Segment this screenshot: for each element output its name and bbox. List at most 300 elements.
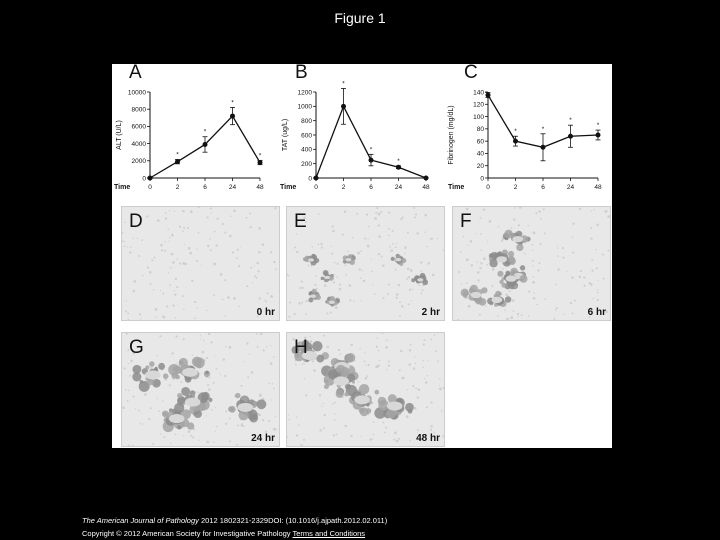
texture-speck <box>171 253 174 256</box>
stained-region <box>181 387 190 396</box>
texture-speck <box>216 368 218 370</box>
texture-speck <box>298 302 300 304</box>
texture-speck <box>416 232 418 234</box>
texture-speck <box>572 312 574 314</box>
texture-speck <box>160 433 162 435</box>
texture-speck <box>141 239 143 241</box>
texture-speck <box>382 264 385 267</box>
texture-speck <box>394 432 397 435</box>
texture-speck <box>593 209 594 210</box>
texture-speck <box>407 389 408 390</box>
texture-speck <box>300 444 302 446</box>
texture-speck <box>214 356 215 357</box>
texture-speck <box>344 425 346 427</box>
texture-speck <box>458 271 460 273</box>
texture-speck <box>497 315 499 317</box>
texture-speck <box>574 300 576 302</box>
panel-letter-a: A <box>129 62 142 83</box>
texture-speck <box>492 268 495 271</box>
y-tick-label: 1200 <box>297 89 312 97</box>
texture-speck <box>268 420 270 422</box>
texture-speck <box>163 436 165 438</box>
texture-speck <box>417 397 419 399</box>
texture-speck <box>607 215 610 218</box>
texture-speck <box>524 253 526 255</box>
texture-speck <box>357 252 360 255</box>
texture-speck <box>424 214 427 217</box>
texture-speck <box>408 276 410 278</box>
y-tick-label: 800 <box>301 117 312 125</box>
texture-speck <box>374 294 376 296</box>
texture-speck <box>332 403 334 405</box>
chart-b <box>278 64 438 199</box>
texture-speck <box>537 269 539 271</box>
y-tick-label: 120 <box>473 101 484 109</box>
significance-star: * <box>203 128 207 136</box>
vessel-lumen <box>395 258 401 262</box>
texture-speck <box>543 208 545 210</box>
x-tick-label: 2 <box>341 184 346 191</box>
texture-speck <box>583 277 585 279</box>
x-tick-label: 48 <box>422 184 430 191</box>
texture-speck <box>303 363 304 364</box>
texture-speck <box>528 315 530 317</box>
texture-speck <box>194 317 196 319</box>
texture-speck <box>350 435 352 437</box>
micrograph-d <box>121 206 280 321</box>
texture-speck <box>250 267 252 269</box>
texture-speck <box>273 261 275 263</box>
stained-region <box>374 390 379 395</box>
stained-region <box>316 294 320 298</box>
texture-speck <box>174 290 175 291</box>
texture-speck <box>295 364 297 366</box>
y-tick-label: 2000 <box>131 158 146 166</box>
texture-speck <box>148 418 150 420</box>
texture-speck <box>296 233 297 234</box>
texture-speck <box>270 362 273 365</box>
texture-speck <box>224 315 226 317</box>
texture-speck <box>176 258 178 260</box>
stained-region <box>257 399 267 409</box>
texture-speck <box>468 305 471 308</box>
texture-speck <box>350 344 353 347</box>
micrograph-letter-h: H <box>294 337 308 358</box>
texture-speck <box>211 212 212 213</box>
significance-star: * <box>231 99 234 107</box>
texture-speck <box>263 349 265 351</box>
texture-speck <box>133 290 136 293</box>
texture-speck <box>183 435 184 436</box>
texture-speck <box>333 281 335 283</box>
texture-speck <box>323 335 325 337</box>
texture-speck <box>188 430 191 433</box>
texture-speck <box>183 309 184 310</box>
texture-speck <box>156 398 157 399</box>
texture-speck <box>195 391 197 393</box>
texture-speck <box>399 302 400 303</box>
texture-speck <box>540 218 542 220</box>
texture-speck <box>176 286 178 288</box>
data-point <box>396 165 401 170</box>
texture-speck <box>422 367 423 368</box>
texture-speck <box>138 255 140 257</box>
texture-speck <box>369 438 372 441</box>
texture-speck <box>392 230 394 232</box>
stained-region <box>336 390 344 398</box>
stained-region <box>312 341 322 351</box>
micrograph-letter-d: D <box>129 211 143 232</box>
x-tick-label: 0 <box>486 184 490 191</box>
texture-speck <box>544 232 546 234</box>
texture-speck <box>532 249 533 250</box>
stained-region <box>177 393 182 398</box>
texture-speck <box>365 377 368 380</box>
texture-speck <box>324 284 327 287</box>
texture-speck <box>164 241 165 242</box>
stained-region <box>504 230 513 239</box>
x-tick-label: 6 <box>541 184 545 191</box>
texture-speck <box>243 425 245 427</box>
texture-speck <box>130 246 131 247</box>
texture-speck <box>357 381 358 382</box>
texture-speck <box>238 265 240 267</box>
panel-letter-c: C <box>464 62 478 83</box>
texture-speck <box>580 270 582 272</box>
texture-speck <box>595 249 597 251</box>
texture-speck <box>213 382 215 384</box>
texture-speck <box>424 231 426 233</box>
texture-speck <box>481 249 483 251</box>
texture-speck <box>603 278 605 280</box>
texture-speck <box>336 276 338 278</box>
texture-speck <box>127 319 129 320</box>
texture-speck <box>220 273 223 276</box>
texture-speck <box>210 207 212 209</box>
stained-region <box>506 262 509 265</box>
texture-speck <box>372 434 374 436</box>
y-tick-label: 8000 <box>131 106 146 114</box>
data-point <box>230 114 235 119</box>
texture-speck <box>192 436 194 438</box>
texture-speck <box>208 388 211 391</box>
data-point <box>203 142 208 147</box>
texture-speck <box>410 344 412 346</box>
texture-speck <box>404 253 405 254</box>
texture-speck <box>216 426 217 427</box>
texture-speck <box>239 306 240 307</box>
texture-speck <box>174 211 175 212</box>
vessel-lumen <box>471 292 482 298</box>
texture-speck <box>224 279 226 281</box>
texture-speck <box>160 290 161 291</box>
texture-speck <box>296 434 298 436</box>
texture-speck <box>364 237 366 239</box>
stained-region <box>411 278 415 282</box>
significance-star: * <box>541 125 545 133</box>
texture-speck <box>504 309 506 311</box>
texture-speck <box>162 293 164 295</box>
texture-speck <box>412 289 413 290</box>
texture-speck <box>240 385 242 387</box>
texture-speck <box>209 238 211 240</box>
texture-speck <box>139 313 141 315</box>
texture-speck <box>381 256 383 258</box>
texture-speck <box>183 227 185 229</box>
texture-speck <box>161 249 163 251</box>
texture-speck <box>430 429 432 431</box>
texture-speck <box>389 246 391 248</box>
texture-speck <box>443 387 444 390</box>
texture-speck <box>163 317 165 319</box>
texture-speck <box>256 333 258 335</box>
texture-speck <box>270 251 272 253</box>
texture-speck <box>398 438 400 440</box>
texture-speck <box>411 300 412 301</box>
texture-speck <box>400 218 402 220</box>
texture-speck <box>133 238 134 239</box>
texture-speck <box>511 227 513 229</box>
texture-speck <box>268 382 270 384</box>
stained-region <box>229 406 236 413</box>
texture-speck <box>240 247 241 248</box>
micrograph-e-texture <box>287 207 444 320</box>
stained-region <box>175 375 180 380</box>
y-tick-label: 600 <box>301 132 312 140</box>
texture-speck <box>301 287 303 289</box>
texture-speck <box>206 310 208 312</box>
texture-speck <box>200 338 201 339</box>
texture-speck <box>557 268 560 271</box>
texture-speck <box>127 246 128 247</box>
texture-speck <box>211 409 213 411</box>
texture-speck <box>132 445 134 446</box>
texture-speck <box>420 270 422 272</box>
texture-speck <box>476 261 478 263</box>
texture-speck <box>138 409 140 411</box>
texture-speck <box>480 217 482 219</box>
data-point <box>148 176 153 181</box>
texture-speck <box>270 345 271 346</box>
texture-speck <box>352 237 354 239</box>
texture-speck <box>572 236 574 238</box>
texture-speck <box>531 244 533 246</box>
data-point <box>596 133 601 138</box>
texture-speck <box>159 335 161 337</box>
x-axis-label: Time <box>114 184 131 191</box>
texture-speck <box>332 230 335 233</box>
texture-speck <box>122 406 125 409</box>
texture-speck <box>562 247 564 249</box>
x-tick-label: 2 <box>513 184 518 191</box>
texture-speck <box>301 280 303 282</box>
texture-speck <box>124 367 126 369</box>
stained-region <box>405 403 414 412</box>
terms-link[interactable]: Terms and Conditions <box>292 529 366 538</box>
texture-speck <box>423 339 425 341</box>
texture-speck <box>413 207 415 209</box>
stained-region <box>314 258 319 263</box>
texture-speck <box>275 268 277 270</box>
texture-speck <box>213 441 214 442</box>
texture-speck <box>360 300 361 301</box>
texture-speck <box>479 267 481 269</box>
texture-speck <box>368 364 370 366</box>
texture-speck <box>169 284 171 286</box>
texture-speck <box>360 250 362 252</box>
texture-speck <box>432 274 435 277</box>
texture-speck <box>378 253 380 255</box>
texture-speck <box>406 415 409 418</box>
texture-speck <box>562 257 564 259</box>
significance-star: * <box>342 80 345 88</box>
texture-speck <box>143 423 144 424</box>
texture-speck <box>437 238 438 239</box>
micrograph-h-texture <box>287 333 444 446</box>
texture-speck <box>470 240 473 243</box>
texture-speck <box>175 335 177 337</box>
texture-speck <box>510 316 513 319</box>
texture-speck <box>179 226 181 228</box>
texture-speck <box>162 400 163 401</box>
texture-speck <box>363 280 365 282</box>
stained-region <box>208 398 212 402</box>
texture-speck <box>256 277 258 279</box>
texture-speck <box>477 279 479 281</box>
vessel-lumen <box>145 370 161 379</box>
texture-speck <box>387 293 389 295</box>
texture-speck <box>353 301 354 302</box>
vessel-lumen <box>308 258 314 262</box>
texture-speck <box>380 211 382 213</box>
texture-speck <box>201 265 202 266</box>
texture-speck <box>151 259 153 261</box>
texture-speck <box>126 300 127 301</box>
texture-speck <box>536 304 538 306</box>
texture-speck <box>401 305 403 307</box>
stained-region <box>174 403 184 413</box>
texture-speck <box>132 395 134 397</box>
texture-speck <box>396 293 399 296</box>
texture-speck <box>378 235 381 238</box>
texture-speck <box>415 363 416 364</box>
texture-speck <box>273 388 275 390</box>
texture-speck <box>311 246 313 248</box>
y-tick-label: 0 <box>480 175 484 183</box>
texture-speck <box>252 282 253 283</box>
texture-speck <box>267 292 269 294</box>
texture-speck <box>155 308 158 311</box>
texture-speck <box>466 282 468 284</box>
texture-speck <box>570 302 572 304</box>
texture-speck <box>593 298 595 300</box>
texture-speck <box>420 292 422 294</box>
texture-speck <box>434 334 436 336</box>
texture-speck <box>385 427 387 429</box>
texture-speck <box>198 207 200 208</box>
data-point <box>568 134 573 139</box>
texture-speck <box>246 342 248 344</box>
texture-speck <box>259 297 261 299</box>
stained-region <box>516 244 523 251</box>
texture-speck <box>579 208 581 210</box>
texture-speck <box>457 319 459 320</box>
texture-speck <box>402 377 405 380</box>
micrograph-e <box>286 206 445 321</box>
texture-speck <box>130 360 133 363</box>
vessel-lumen <box>387 401 403 410</box>
texture-speck <box>333 434 335 436</box>
texture-speck <box>270 399 271 400</box>
texture-speck <box>364 360 366 362</box>
texture-speck <box>320 243 322 245</box>
vessel-lumen <box>417 278 423 282</box>
texture-speck <box>466 258 469 261</box>
texture-speck <box>430 238 431 239</box>
texture-speck <box>288 316 290 318</box>
texture-speck <box>388 360 390 362</box>
texture-speck <box>304 378 305 379</box>
texture-speck <box>335 306 338 309</box>
texture-speck <box>415 388 417 390</box>
texture-speck <box>302 363 303 364</box>
texture-speck <box>220 374 221 375</box>
texture-speck <box>272 383 274 385</box>
texture-speck <box>182 262 185 265</box>
texture-speck <box>266 346 267 347</box>
micrograph-time-g: 24 hr <box>251 433 275 444</box>
texture-speck <box>184 244 185 245</box>
texture-speck <box>257 346 259 348</box>
texture-speck <box>142 275 143 276</box>
texture-speck <box>519 207 522 209</box>
texture-speck <box>236 257 238 259</box>
texture-speck <box>412 385 414 387</box>
texture-speck <box>206 415 207 416</box>
texture-speck <box>417 429 419 431</box>
texture-speck <box>557 255 559 257</box>
texture-speck <box>251 371 254 374</box>
texture-speck <box>237 425 239 427</box>
texture-speck <box>225 346 226 347</box>
texture-speck <box>224 232 226 234</box>
micrograph-letter-f: F <box>460 211 472 232</box>
texture-speck <box>528 291 530 293</box>
texture-speck <box>364 352 365 353</box>
texture-speck <box>125 310 127 312</box>
texture-speck <box>424 378 425 379</box>
texture-speck <box>396 242 397 243</box>
vessel-lumen <box>169 414 185 423</box>
texture-speck <box>420 261 422 263</box>
texture-speck <box>197 392 198 393</box>
data-point <box>341 104 346 109</box>
journal-name: The American Journal of Pathology <box>82 516 199 525</box>
texture-speck <box>378 213 381 216</box>
texture-speck <box>246 217 248 219</box>
texture-speck <box>323 427 325 429</box>
y-tick-label: 1000 <box>297 103 312 111</box>
texture-speck <box>207 245 209 247</box>
texture-speck <box>598 280 599 281</box>
series-line <box>316 106 426 178</box>
vessel-lumen <box>512 236 523 242</box>
texture-speck <box>408 303 410 305</box>
texture-speck <box>388 365 390 367</box>
texture-speck <box>301 302 303 304</box>
texture-speck <box>321 247 323 249</box>
texture-speck <box>498 226 499 227</box>
